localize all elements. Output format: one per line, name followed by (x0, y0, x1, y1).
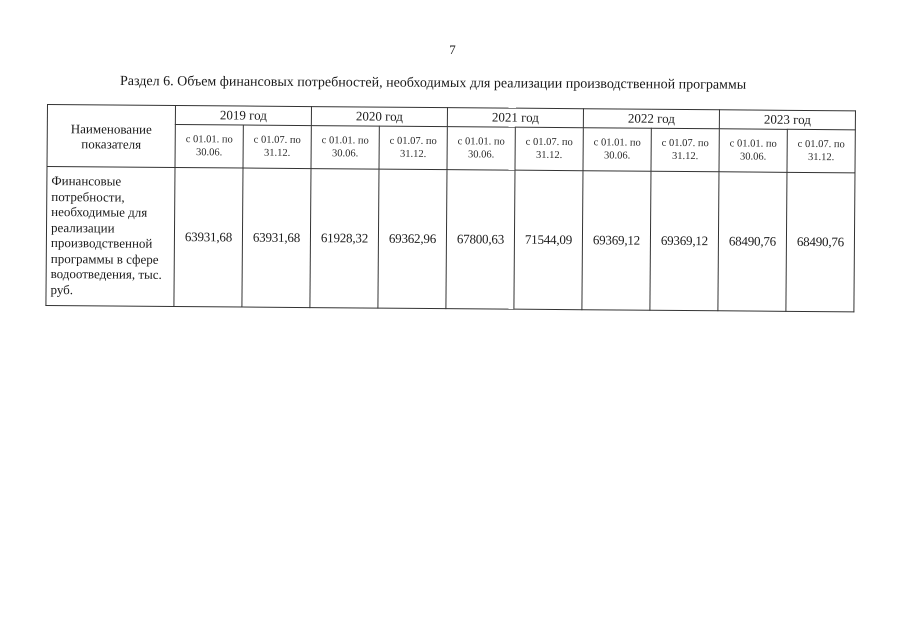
period-header-2023-h1: с 01.01. по 30.06. (719, 129, 787, 173)
year-header-2023: 2023 год (719, 110, 855, 130)
value-cell-2020-h2: 69362,96 (378, 169, 447, 309)
value-cell-2021-h2: 71544,09 (514, 170, 583, 310)
year-header-2019: 2019 год (175, 106, 311, 126)
value-cell-2021-h1: 67800,63 (446, 170, 515, 310)
period-header-2023-h2: с 01.07. по 31.12. (787, 129, 855, 173)
period-header-2021-h2: с 01.07. по 31.12. (515, 127, 583, 171)
value-cell-2022-h1: 69369,12 (582, 171, 651, 311)
row-name-cell: Финансовые потребности, необходимые для реализации производственной программы в сфере водоотведения, тыс. руб. (46, 167, 175, 307)
table-row (46, 167, 855, 312)
value-cell-2023-h2: 68490,76 (786, 172, 855, 312)
value-cell-2023-h1: 68490,76 (718, 172, 787, 312)
period-header-2022-h1: с 01.01. по 30.06. (583, 128, 651, 172)
financial-needs-table-wrapper (45, 104, 857, 312)
page-number: 7 (449, 42, 456, 57)
value-cell-2019-h1: 63931,68 (174, 168, 243, 308)
period-header-2020-h1: с 01.01. по 30.06. (311, 126, 379, 170)
period-header-2021-h1: с 01.01. по 30.06. (447, 127, 515, 171)
value-cell-2019-h2: 63931,68 (242, 168, 311, 308)
year-header-2021: 2021 год (447, 108, 583, 128)
year-header-2022: 2022 год (583, 109, 719, 129)
value-cell-2022-h2: 69369,12 (650, 171, 719, 311)
period-header-2022-h2: с 01.07. по 31.12. (651, 128, 719, 172)
section-title: Раздел 6. Объем финансовых потребностей, необходимых для реализации производственной программы (119, 74, 747, 93)
period-header-2019-h1: с 01.01. по 30.06. (175, 125, 243, 169)
period-header-2019-h2: с 01.07. по 31.12. (243, 125, 311, 169)
year-header-2020: 2020 год (311, 107, 447, 127)
value-cell-2020-h1: 61928,32 (310, 169, 379, 309)
financial-needs-table (45, 104, 856, 312)
period-header-2020-h2: с 01.07. по 31.12. (379, 126, 447, 170)
name-column-header: Наименование показателя (47, 105, 175, 168)
